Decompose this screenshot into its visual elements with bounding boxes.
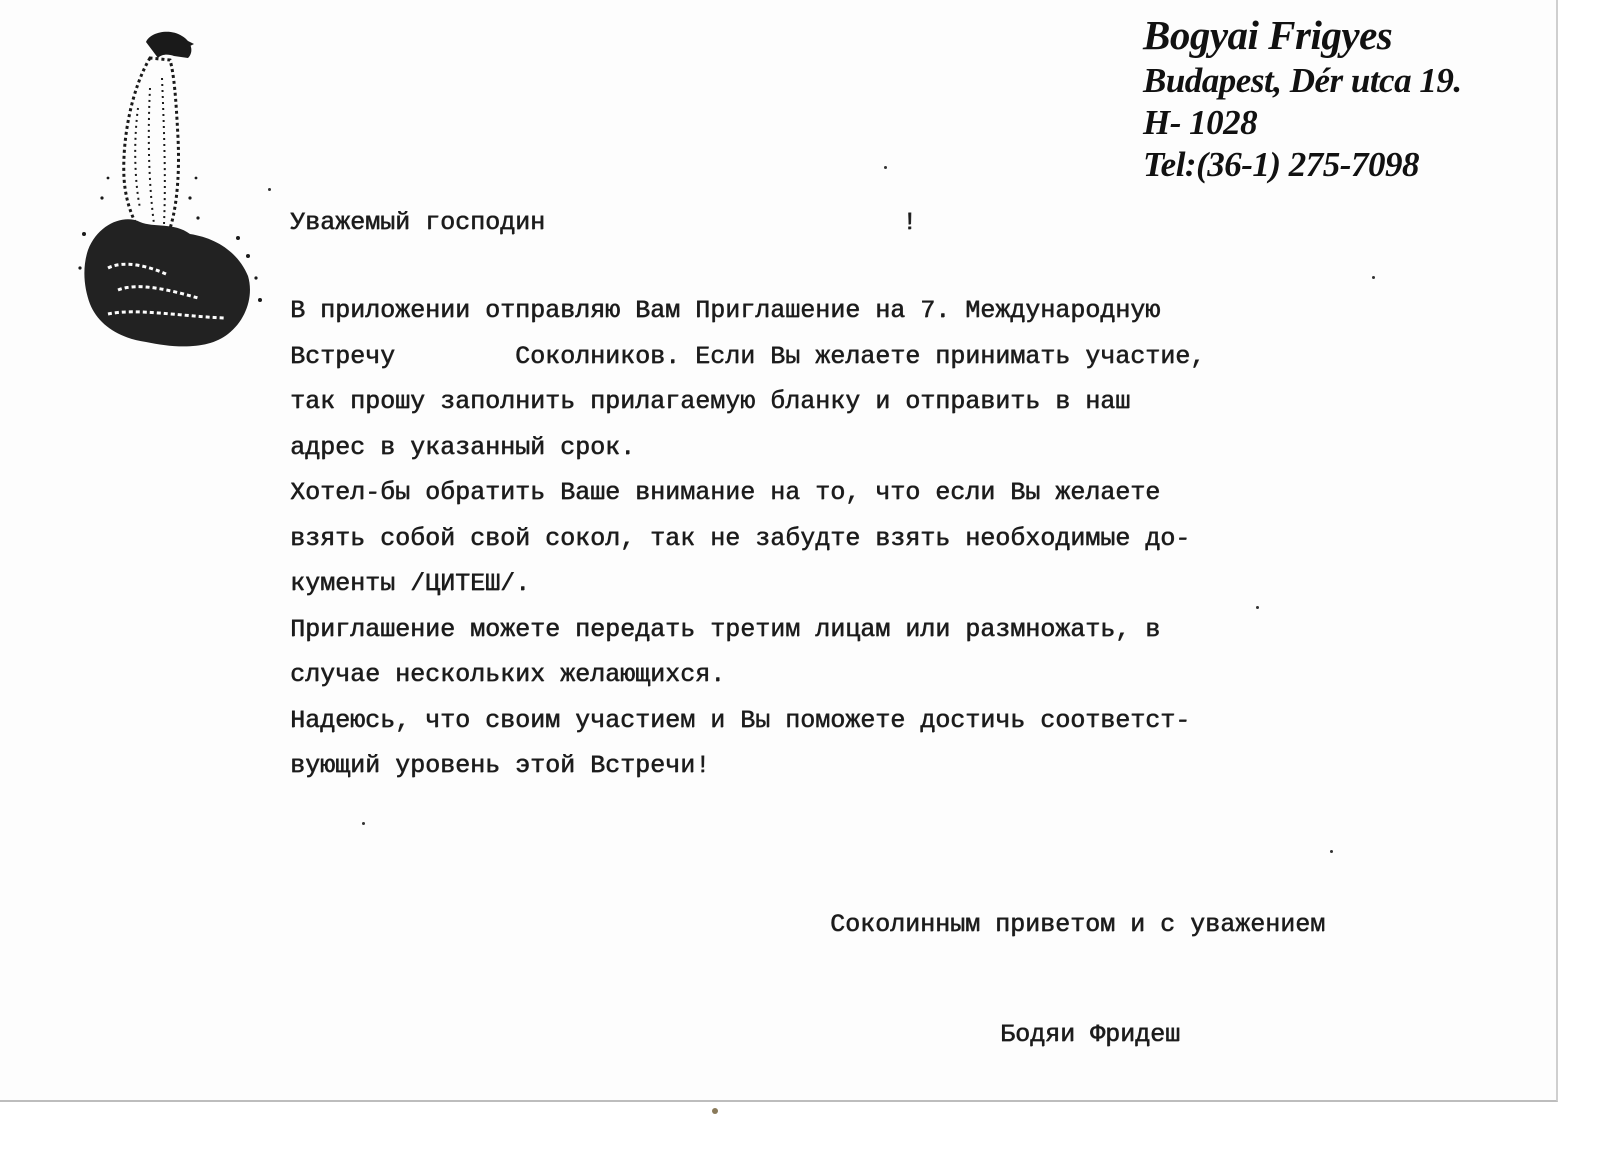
scan-speck <box>1372 276 1375 279</box>
letter-line: Приглашение можете передать третим лицам или размножать, в <box>290 614 1161 644</box>
letter-line: так прошу заполнить прилагаемую бланку и отправить в наш <box>290 387 1131 416</box>
letter-line: вующий уровень этой Встречи! <box>290 751 711 780</box>
scan-background <box>0 1102 1600 1150</box>
scan-speck <box>268 188 271 191</box>
falcon-icon <box>78 28 278 358</box>
sender-phone: Tel:(36-1) 275-7098 <box>1143 145 1419 184</box>
closing-phrase: Соколинным приветом и с уважением <box>830 910 1326 939</box>
letter-line: кументы /ЦИТЕШ/. <box>290 569 531 598</box>
sender-name: Bogyai Frigyes <box>1143 12 1393 58</box>
letter-paragraphs <box>290 288 1460 789</box>
sender-address: Budapest, Dér utca 19. <box>1143 61 1462 100</box>
scan-speck <box>1330 850 1333 853</box>
signature-name: Бодяи Фридеш <box>1000 1020 1181 1049</box>
letterhead <box>1143 10 1563 186</box>
sender-postal-code: H- 1028 <box>1143 103 1258 142</box>
letter-line: Хотел-бы обратить Ваше внимание на то, что если Вы желаете <box>290 478 1161 507</box>
letter-line: случае нескольких желающихся. <box>290 660 726 689</box>
scan-speck <box>712 1108 718 1114</box>
scan-speck <box>884 166 887 169</box>
scan-speck <box>1256 606 1259 609</box>
letter-line: взять собой свой сокол, так не забудте взять необходимые до- <box>290 523 1191 553</box>
salutation-exclamation: ! <box>902 208 918 237</box>
letter-line: Надеюсь, что своим участием и Вы поможете достичь соответст- <box>290 705 1191 735</box>
salutation: Уважемый господин <box>290 208 546 237</box>
letter-line: В приложении отправляю Вам Приглашение на 7. Международную <box>290 296 1161 325</box>
letter-line: адрес в указанный срок. <box>290 432 636 462</box>
scan-speck <box>362 822 365 825</box>
letter-line: Встречу Соколников. Если Вы желаете принимать участие, <box>290 341 1206 371</box>
